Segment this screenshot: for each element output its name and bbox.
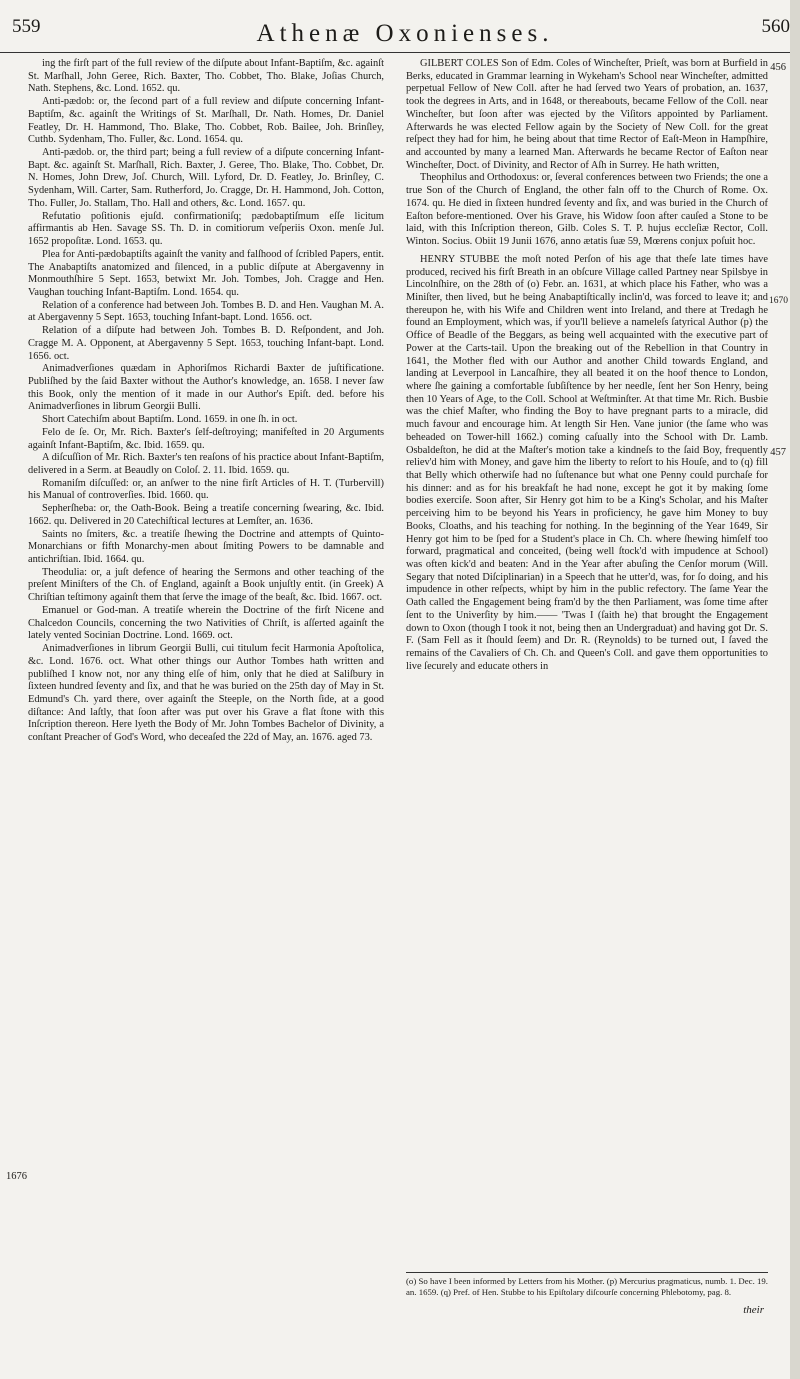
left-paragraph: Sepherſheba: or, the Oath-Book. Being a treatiſe concerning ſwearing, &c. Ibid. 1662. qu. Delivered in 20 Catechiſtical lectures at Lemſter, an. 1636. xyxy=(28,503,384,527)
left-paragraph: Romaniſm diſcuſſed: or, an anſwer to the nine firſt Articles of H. T. (Turbervill) his Manual of controverſies. Ibid. 1660. qu. xyxy=(28,477,384,502)
left-paragraph: Refutatio poſitionis ejuſd. confirmationiſq; pædobaptiſmum eſſe licitum affirmantis ab Hen. Savage SS. Th. D. in comitiorum veſperiis Oxon. menſe Jul. 1652 propoſitæ. Lond. 1653. qu. xyxy=(28,210,384,248)
running-title: Athenæ Oxonienses. xyxy=(256,20,554,47)
margin-entry-number-456: 456 xyxy=(770,62,786,73)
margin-year-1676: 1676 xyxy=(6,1171,27,1182)
left-paragraph: Saints no ſmiters, &c. a treatiſe ſhewing the Doctrine and attempts of Quinto-Monarchians or fifth Monarchy-men about ſmiting Powers to be damnable and antichriſtian. Ibid. 1664. qu. xyxy=(28,528,384,566)
page-number-right: 560 xyxy=(761,16,790,37)
catchword: their xyxy=(743,1304,764,1316)
left-paragraph: Plea for Anti-pædobaptiſts againſt the vanity and falſhood of ſcribled Papers, entit. The Anabaptiſts anatomized and ſilenced, in a public diſpute at Abergavenny in Monmouthſhire 5 Sept. 1653, betwixt Mr. Joh. Tombes, Joh. Cragge and Hen. Vaughan touching Infant-Baptiſm. Lond. 1654. qu. xyxy=(28,248,384,298)
left-paragraph: Emanuel or God-man. A treatiſe wherein the Doctrine of the firſt Nicene and Chalcedon Councils, concerning the two Nativities of Chriſt, is aſſerted againſt the lately vented Socinian Doctrine. Lond. 1669. oct. xyxy=(28,604,384,642)
page-edge xyxy=(790,0,800,1379)
entry-gilbert-coles-works: Theophilus and Orthodoxus: or, ſeveral conferences between two Friends; the one a true Son of the Church of England, the other faln off to the Church of Rome. Ox. 1674. qu. He died in ſixteen hundred ſeventy and ſix, and was buried in the Church of Eaſton before-mentioned. Over his Grave, his Widow ſoon after cauſed a Stone to be laid, with this Inſcription thereon, Gilb. Coles S. T. P. hujus eccleſiæ Rector, Coll. Winton. Socius. Obiit 19 Junii 1676, anno ætatis ſuæ 59, Mœrens conjux poſuit hoc. xyxy=(406,172,768,248)
left-paragraph: Theodulia: or, a juſt defence of hearing the Sermons and other teaching of the preſent Miniſters of the Ch. of England, againſt a Book unjuſtly entit. (in Greek) A Chriſtian teſtimony againſt them that ſerve the image of the beaſt, &c. Ibid. 1667. oct. xyxy=(28,566,384,604)
left-paragraph: Relation of a conference had between Joh. Tombes B. D. and Hen. Vaughan M. A. at Abergavenny 5 Sept. 1653, touching Infant-bapt. Lond. 1656. oct. xyxy=(28,299,384,324)
left-paragraph: Animadverſiones quædam in Aphoriſmos Richardi Baxter de juſtificatione. Publiſhed by the ſaid Baxter without the Author's knowledge, an. 1658. I never ſaw this Book, only the mention of it made in our Author's Epiſt. ded. before his Animadverſiones in librum Georgii Bulli. xyxy=(28,363,384,413)
left-paragraph: Animadverſiones in librum Georgii Bulli, cui titulum fecit Harmonia Apoſtolica, &c. Lond. 1676. oct. What other things our Author Tombes hath written and publiſhed I know not, nor any thing elſe of him, only that he died at Saliſbury in ſixteen hundred ſeventy and ſix, and that he was buried on the 25th day of May in St. Edmund's Ch. yard there, over againſt the Steeple, on the North ſide, at a good diſtance: And laſtly, that ſoon after was put over his Grave a flat ſtone with this Inſcription thereon. Here lyeth the Body of Mr. John Tombes Bachelor of Divinity, a conſtant Preacher of God's Word, who deceaſed the 22d of May, an. 1676. aged 73. xyxy=(28,643,384,744)
left-paragraph: Anti-pædob: or, the ſecond part of a full review and diſpute concerning Infant-Baptiſm, &c. againſt the Writings of St. Marſhall, Dr. Nath. Homes, Dr. Daniel Featley, Dr. H. Hammond, Tho. Blake, Tho. Cobbet, Rob. Bailee, Joh. Brinſley, Cuthb. Sydenham, Tho. Fuller, &c. Lond. 1654. qu. xyxy=(28,96,384,146)
left-paragraph: Felo de ſe. Or, Mr. Rich. Baxter's ſelf-deſtroying; manifeſted in 20 Arguments againſt Infant-Baptiſm, &c. Ibid. 1659. qu. xyxy=(28,426,384,451)
margin-entry-number-457: 457 xyxy=(770,447,786,458)
left-paragraph: A diſcuſſion of Mr. Rich. Baxter's ten reaſons of his practice about Infant-Baptiſm, delivered in a Serm. at Beaudly on Coloſ. 2. 11. Ibid. 1659. qu. xyxy=(28,452,384,476)
left-paragraph: Relation of a diſpute had between Joh. Tombes B. D. Reſpondent, and Joh. Cragge M. A. Opponent, at Abergavenny 5 Sept. 1653, touching Infant-bapt. Lond. 1656. oct. xyxy=(28,325,384,362)
left-column xyxy=(28,58,384,1358)
footnotes: (o) So have I been informed by Letters from his Mother. (p) Mercurius pragmaticus, numb. 1. Dec. 19. an. 1659. (q) Pref. of Hen. Stubbe to his Epiſtolary diſcourſe concerning Phlebotomy, pag. 8. xyxy=(406,1276,768,1297)
margin-year-1670: 1670 xyxy=(769,296,788,306)
header-rule xyxy=(0,52,800,53)
footnote-rule xyxy=(406,1272,768,1273)
right-column xyxy=(406,58,768,1358)
entry-henry-stubbe: HENRY STUBBE the moſt noted Perſon of his age that theſe late times have produced, recived his firſt Breath in an obſcure Village called Partney near Spilsbye in Lincolnſhire, on the 28th of (o) Febr. an. 1631, at which place his Father, who was a Miniſter, then lived, but he being Anabaptiſtically inclin'd, was forced to leave it; and thereupon he, with his Wife and Children went into Ireland, and there at Tredagh he found an Employment, which was, if you'll believe a nameleſs ſatyrical Author (p) the Office of Beadle of the Beggars, as being well acquainted with the executive part of Power at the Carts-tail. Upon the breaking out of the Rebellion in that Country in 1641, the Mother fled with our Author and another Child towards England, and landing at Leverpool in Lancaſhire, they all beated it on the hoof thence to London, where ſhe gaining a comfortable ſubſiſtence by her needle, ſent her Son Henry, being then 10 Years of Age, to the Coll. School at Weſtminſter. At that time Mr. Rich. Busbie was the chief Maſter, who finding the Boy to have pregnant parts to a miracle, did much favour and encourage him. At length Sir Hen. Vane junior (the ſame who was beheaded on Tower-hill 1662.) coming caſually into the School with Dr. Lamb. Osbaldeſton, he did at the Maſter's motion take a kindneſs to the ſaid Boy, frequently reliev'd him with Money, and gave him the liberty to reſort to his Houſe, and to (q) fill that Belly which otherwiſe had no ſuſtenance but what one Penny could purchaſe for his dinner: and as for his breakfaſt he had none, except he got it by making ſome bodies exerciſe. Soon after, Sir Henry got him to be a King's Scholar, and his Maſter perceiving him to be beyond his Years in proficiency, he gave him Money to buy Books, Cloaths, and his teaching for nothing. In the beginning of the Year 1649, Sir Henry got him to be ſped for a Student's place in Ch. Ch. where ſhewing himſelf too forward, pragmatical and conceited, (being well ſtock'd with impudence at School) was often kick'd and beaten: And in the Year after abuſing the Cenſor morum (Will. Segary that noted Diſciplinarian) in a Speech that he utter'd, was, for ſo doing, and his impudence in other reſpects, whipt by him in the public refectory. The ſame Year the Oath called the Engagement being fram'd by the then Parliament, was ſome time after ſent to the Univerſity by him.—— 'Twas I (ſaith he) that brought the Engagement down to Oxon (though I took it not, being then an Undergraduat) and having got Dr. S. F. (Sam Fell as it ſhould ſeem) and Dr. R. (Reynolds) to be turned out, I ſaved the remains of the Cavaliers of Ch. Ch. and Queen's Coll. and gave them opportunities to live ſecurely and educate others in xyxy=(406,253,768,672)
entry-gilbert-coles: GILBERT COLES Son of Edm. Coles of Wincheſter, Prieſt, was born at Burfield in Berks, educated in Grammar learning in Wykeham's School near Wincheſter, admitted perpetual Fellow of New Coll. after he had ſerved two Years of probation, an. 1637, took the degrees in Arts, and in 1648, or thereabouts, became Fellow of the Coll. near Wincheſter, but ſoon after was ejected by the Viſitors appointed by Parliament. Afterwards he was elected Fellow again by the Society of New Coll. for the great reſpect they had for him, he being about that time Rector of Eaſt-Meon in Hampſhire, and accounted by many a learned Man. Afterwards he became Rector of Eaſton near Wincheſter, Doct. of Divinity, and Rector of Aſh in Surrey. He hath written, xyxy=(406,58,768,171)
page-number-left: 559 xyxy=(12,16,41,37)
left-paragraph: Short Catechiſm about Baptiſm. Lond. 1659. in one ſh. in oct. xyxy=(42,414,298,426)
left-paragraph: ing the firſt part of the full review of the diſpute about Infant-Baptiſm, &c. againſt St. Marſhall, John Geree, Rich. Baxter, Tho. Cobbet, Tho. Blake, Joſias Church, Nath. Stephens, &c. Lond. 1652. qu. xyxy=(28,58,384,95)
left-paragraph: Anti-pædob. or, the third part; being a full review of a diſpute concerning Infant-Bapt. &c. againſt St. Marſhall, Rich. Baxter, J. Geree, Tho. Blake, Tho. Cobbet, Dr. N. Homes, John Drew, Joſ. Church, Will. Lyford, Dr. D. Featley, Jo. Brinſley, C. Sydenham, Will. Carter, Sam. Rutherford, Jo. Cragge, Dr. H. Hammond, Joh. Cotton, Tho. Fuller, Jo. Stallam, Tho. Hall and others, &c. Lond. 1657. qu. xyxy=(28,147,384,209)
